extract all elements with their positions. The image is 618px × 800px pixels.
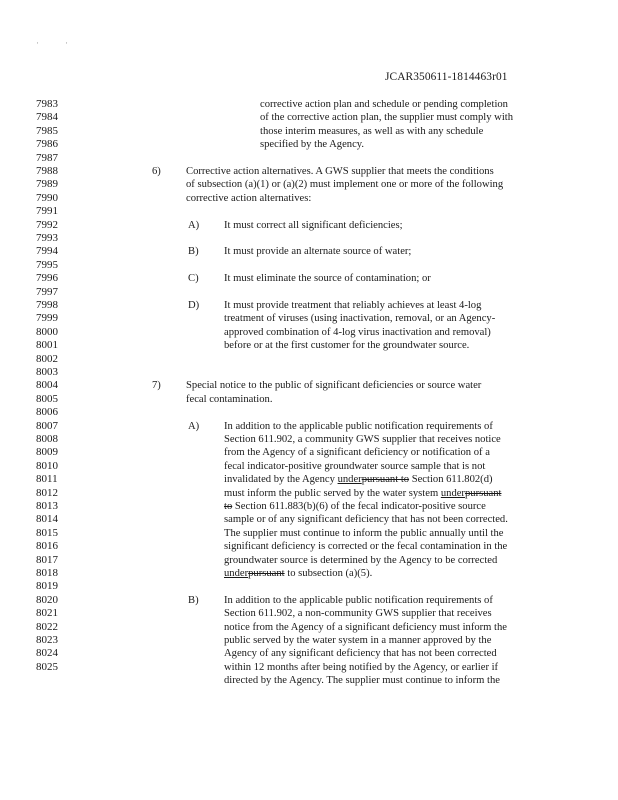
deleted-text: pursuant to [361, 474, 410, 486]
text-line: It must provide treatment that reliably achieves at least 4-log [224, 300, 482, 311]
paragraph-marker: 6) [152, 166, 161, 177]
line-number: 7991 [36, 205, 58, 218]
line-number: 8023 [36, 634, 58, 646]
text-line: specified by the Agency. [260, 139, 365, 151]
text-line: within 12 months after being notified by the Agency, or earlier if [224, 661, 499, 673]
line-number: 8019 [36, 580, 58, 593]
line-number: 7992 [36, 218, 58, 231]
text-line: corrective action alternatives: [186, 192, 312, 204]
text-line: Agency of any significant deficiency that has not been corrected [224, 648, 497, 660]
line-number: 7984 [36, 111, 58, 124]
text-line-amended [224, 473, 493, 486]
text-line-amended [224, 487, 501, 500]
line-number: 8016 [36, 540, 58, 553]
line-number: 8006 [36, 406, 58, 419]
inserted-text: under [440, 487, 465, 499]
line-number: 7995 [36, 258, 58, 271]
line-number: 8025 [36, 660, 58, 673]
deleted-text: to [224, 501, 233, 512]
text-line: The supplier must continue to inform the public annually until the [224, 527, 504, 539]
text-run: Section 611.883(b)(6) of the fecal indicator-positive source [232, 501, 486, 512]
line-number: 7999 [36, 312, 58, 325]
subparagraph-marker: D) [188, 300, 200, 311]
text-line: fecal contamination. [186, 393, 273, 405]
line-number: 7987 [36, 151, 58, 164]
line-number: 8018 [36, 567, 58, 579]
text-line: corrective action plan and schedule or pending completion [260, 99, 508, 110]
text-line: treatment of viruses (using inactivation, removal, or an Agency- [224, 313, 496, 325]
text-line: notice from the Agency of a significant deficiency must inform the [224, 621, 507, 633]
text-line: significant deficiency is corrected or the fecal contamination in the [224, 541, 508, 553]
line-number: 7993 [36, 232, 58, 244]
text-line-amended [224, 567, 372, 580]
text-line: Special notice to the public of significant deficiencies or source water [186, 380, 482, 392]
text-line: Section 611.902, a non-community GWS supplier that receives [224, 608, 492, 620]
line-number: 7989 [36, 178, 58, 191]
text-run: Section 611.802(d) [409, 474, 493, 486]
line-number: 7983 [36, 98, 58, 110]
text-line: In addition to the applicable public notification requirements of [224, 594, 493, 606]
line-number: 7996 [36, 272, 58, 285]
line-number: 8002 [36, 352, 58, 365]
line-number: 8012 [36, 486, 58, 499]
text-line: groundwater source is determined by the Agency to be corrected [224, 554, 498, 566]
subparagraph-marker: B) [188, 246, 199, 258]
line-number: 7998 [36, 299, 58, 311]
text-line: It must eliminate the source of contamination; or [224, 273, 431, 285]
line-number: 7986 [36, 138, 58, 151]
text-line: before or at the first customer for the groundwater source. [224, 340, 470, 352]
text-line: In addition to the applicable public notification requirements of [224, 420, 493, 432]
inserted-text: under [337, 474, 362, 486]
text-line: of subsection (a)(1) or (a)(2) must implement one or more of the following [186, 179, 504, 191]
line-number: 8017 [36, 553, 58, 566]
line-number: 8009 [36, 446, 58, 459]
line-number: 8015 [36, 526, 58, 539]
line-number: 8021 [36, 607, 58, 620]
scan-specks: ·· [36, 38, 94, 48]
line-number: 8022 [36, 620, 58, 633]
text-line: directed by the Agency. The supplier must continue to inform the [224, 675, 500, 687]
text-line: sample or of any significant deficiency that has not been corrected. [224, 514, 508, 526]
line-number: 8007 [36, 419, 58, 432]
text-line: It must correct all significant deficiencies; [224, 219, 403, 231]
line-number: 8005 [36, 392, 58, 405]
line-number: 7988 [36, 165, 58, 177]
text-line: fecal indicator-positive groundwater source sample that is not [224, 460, 486, 472]
text-line: those interim measures, as well as with any schedule [260, 125, 484, 137]
text-run: to subsection (a)(5). [284, 568, 373, 579]
text-line-amended [224, 500, 486, 513]
deleted-text: pursuant [248, 568, 285, 579]
line-number: 8010 [36, 459, 58, 472]
line-number: 8008 [36, 433, 58, 445]
paragraph-marker: 7) [152, 380, 161, 392]
line-number: 7990 [36, 191, 58, 204]
text-line: Corrective action alternatives. A GWS supplier that meets the conditions [186, 166, 494, 177]
subparagraph-marker: A) [188, 219, 200, 231]
text-line: approved combination of 4-log virus inactivation and removal) [224, 326, 491, 338]
deleted-text: pursuant [464, 487, 502, 499]
text-line: Section 611.902, a community GWS supplier that receives notice [224, 434, 501, 445]
line-number: 8004 [36, 379, 58, 392]
text-run: must inform the public served by the water system [224, 487, 441, 499]
line-number: 8020 [36, 593, 58, 606]
subparagraph-marker: C) [188, 273, 199, 285]
text-line: of the corrective action plan, the supplier must comply with [260, 112, 514, 124]
line-number: 8014 [36, 513, 58, 526]
line-number: 8024 [36, 647, 58, 660]
line-number: 8013 [36, 500, 58, 512]
line-number: 8003 [36, 366, 58, 378]
line-number: 8000 [36, 325, 58, 338]
subparagraph-marker: B) [188, 594, 199, 606]
text-line: from the Agency of a significant deficiency or notification of a [224, 447, 490, 459]
line-number: 7985 [36, 124, 58, 137]
subparagraph-marker: A) [188, 420, 200, 432]
text-line: It must provide an alternate source of water; [224, 246, 412, 258]
text-run: invalidated by the Agency [224, 474, 338, 486]
text-line: public served by the water system in a manner approved by the [224, 635, 492, 646]
line-number: 7997 [36, 285, 58, 298]
inserted-text: under [224, 568, 249, 579]
document-id: JCAR350611-1814463r01 [385, 71, 508, 83]
line-number: 8001 [36, 339, 58, 352]
line-number: 7994 [36, 245, 58, 258]
line-number: 8011 [36, 473, 58, 486]
